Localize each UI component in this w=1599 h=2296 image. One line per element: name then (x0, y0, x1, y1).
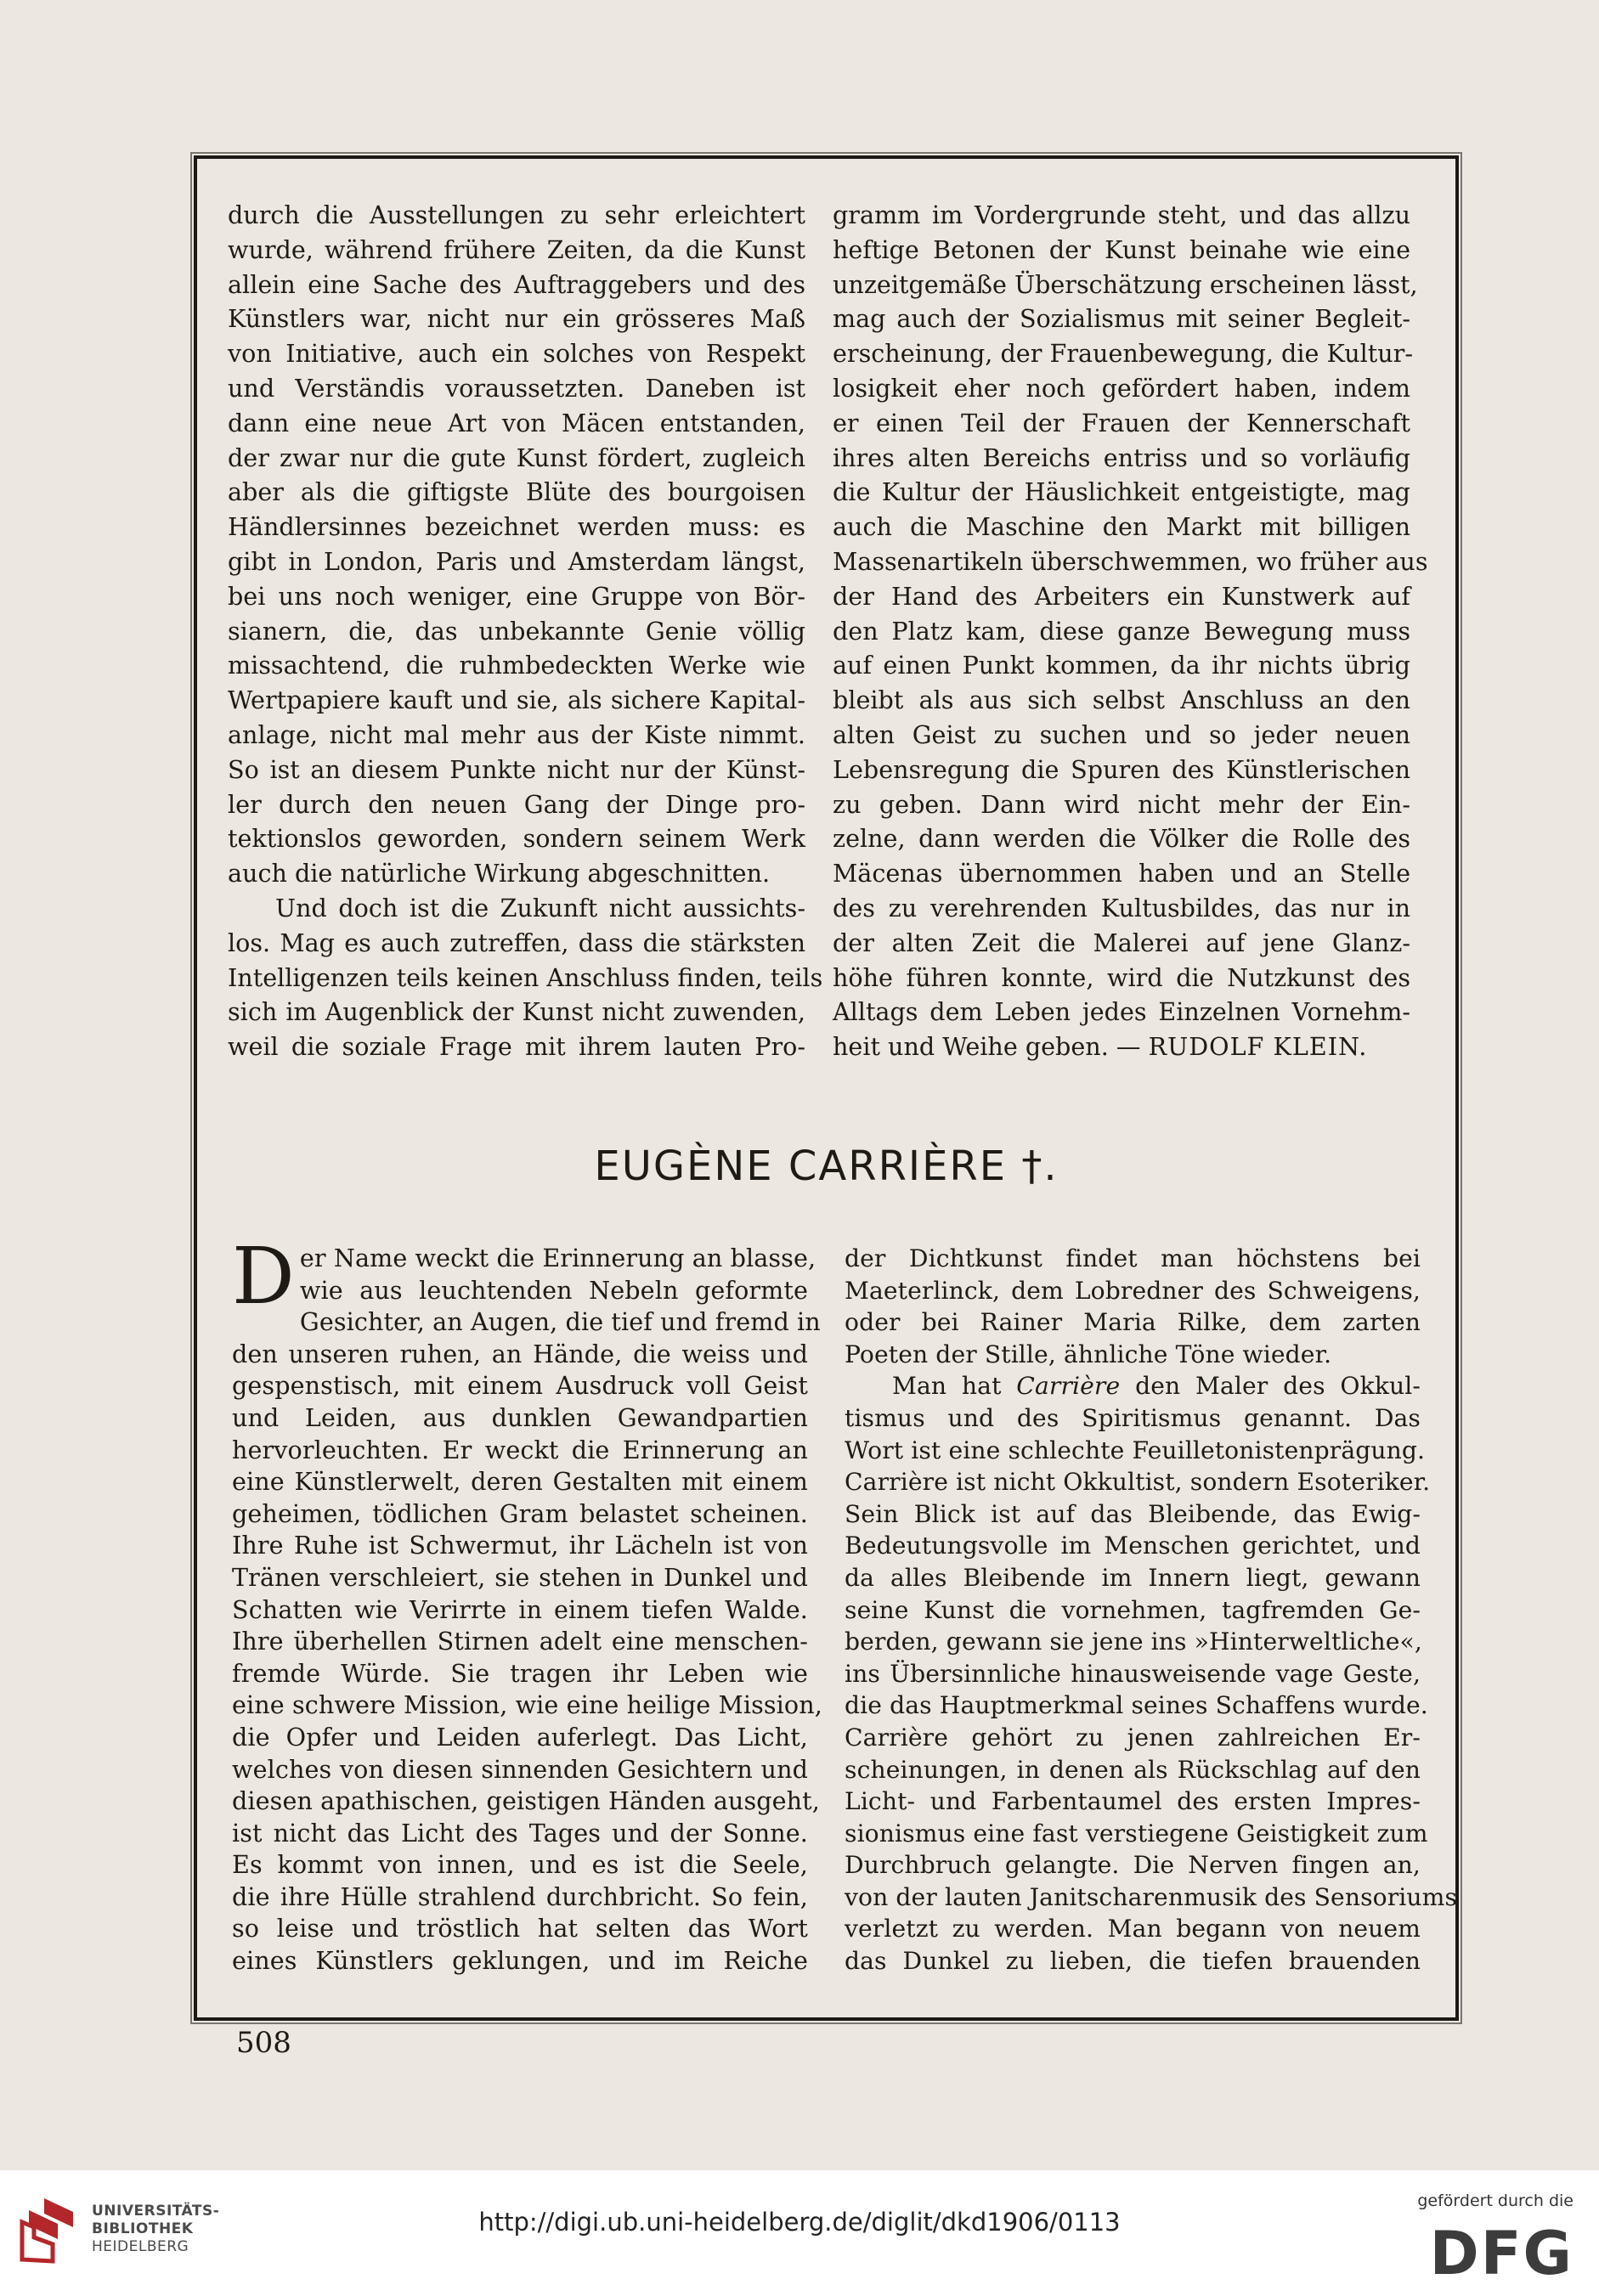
article-heading: EUGÈNE CARRIÈRE †. (594, 1142, 1059, 1190)
text-line: und Verständis voraussetzten. Daneben ist (228, 373, 805, 403)
text-line: heftige Betonen der Kunst beinahe wie eine (833, 234, 1410, 264)
text-line: Sein Blick ist auf das Bleibende, das Ewig- (845, 1499, 1421, 1528)
text-line: Ihre Ruhe ist Schwermut, ihr Lächeln ist von (232, 1531, 808, 1560)
text-line: gibt in London, Paris und Amsterdam längst, (228, 546, 805, 576)
text-line: Gesichter, an Augen, die tief und fremd in (299, 1307, 821, 1337)
text-line: höhe führen konnte, wird die Nutzkunst des (833, 962, 1410, 992)
text-line: hervorleuchten. Er weckt die Erinnerung an (232, 1435, 808, 1464)
text-line: er einen Teil der Frauen der Kennerschaft (833, 408, 1410, 437)
text-line: der zwar nur die gute Kunst fördert, zugleich (228, 443, 805, 472)
text-line: ins Übersinnliche hinausweisende vage Geste, (845, 1659, 1421, 1688)
artist-name: Carrière (1016, 1372, 1121, 1401)
text-line: anlage, nicht mal mehr aus der Kiste nimmt. (228, 719, 805, 749)
text-line (833, 1030, 1410, 1064)
text-line: alten Geist zu suchen und so jeder neuen (833, 719, 1410, 749)
text-line: sich im Augenblick der Kunst nicht zuwenden, (228, 997, 805, 1027)
text-line: Lebensregung die Spuren des Künstlerischen (833, 754, 1410, 784)
text-line: und Leiden, aus dunklen Gewandpartien (232, 1402, 808, 1432)
text-line: durch die Ausstellungen zu sehr erleichtert (228, 200, 805, 229)
text-line: losigkeit eher noch gefördert haben, indem (833, 373, 1410, 403)
text-line: Intelligenzen teils keinen Anschluss finden, teils (228, 962, 823, 992)
text-line: Durchbruch gelangte. Die Nerven fingen an, (845, 1851, 1421, 1880)
source-url[interactable]: http://digi.ub.uni-heidelberg.de/diglit/dkd1906/0113 (478, 2208, 1121, 2237)
funded-by-label: gefördert durch die (1417, 2192, 1574, 2210)
text-line: diesen apathischen, geistigen Händen ausgeht, (232, 1786, 820, 1816)
text-line: unzeitgemäße Überschätzung erscheinen lässt, (833, 269, 1418, 299)
text-line: sionismus eine fast verstiegene Geistigkeit zum (845, 1819, 1428, 1848)
text-line: bei uns noch weniger, eine Gruppe von Bör- (228, 581, 805, 611)
text-line: ist nicht das Licht des Tages und der Sonne. (232, 1818, 808, 1848)
text-line: der Dichtkunst findet man höchstens bei (845, 1244, 1421, 1272)
text-line: geheimen, tödlichen Gram belastet scheinen. (232, 1498, 808, 1528)
text-fragment: den Maler des Okkul- (1135, 1372, 1421, 1401)
text-line: die ihre Hülle strahlend durchbricht. So fein, (232, 1881, 808, 1911)
text-line: da alles Bleibende im Innern liegt, gewann (845, 1563, 1421, 1592)
text-line: scheinungen, in denen als Rückschlag auf den (845, 1755, 1421, 1784)
library-name-line: BIBLIOTHEK (92, 2220, 194, 2237)
text-line: oder bei Rainer Maria Rilke, dem zarten (845, 1308, 1421, 1337)
text-fragment: Man hat (892, 1372, 1002, 1401)
text-line: Es kommt von innen, und es ist die Seele, (232, 1850, 808, 1880)
text-line: die Kultur der Häuslichkeit entgeistigte, mag (833, 477, 1410, 507)
text-line: von Initiative, auch ein solches von Respekt (228, 339, 805, 369)
text-line: berden, gewann sie jene ins »Hinterweltliche«, (845, 1628, 1422, 1656)
article-column-3 (232, 1231, 822, 1977)
text-line: Und doch ist die Zukunft nicht aussichts- (275, 893, 805, 922)
text-line: Massenartikeln überschwemmen, wo früher aus (833, 546, 1428, 576)
text-line: Poeten der Stille, ähnliche Töne wieder. (845, 1340, 1332, 1368)
text-line: so leise und tröstlich hat selten das Wort (232, 1914, 808, 1943)
text-line: Bedeutungsvolle im Menschen gerichtet, und (845, 1532, 1421, 1560)
text-line: verletzt zu werden. Man begann von neuem (845, 1915, 1421, 1943)
text-line: fremde Würde. Sie tragen ihr Leben wie (232, 1658, 808, 1688)
text-line: Wort ist eine schlechte Feuilletonistenprägung. (845, 1436, 1426, 1464)
text-line: des zu verehrenden Kultusbildes, das nur in (833, 893, 1410, 922)
text-line: bleibt als aus sich selbst Anschluss an den (833, 685, 1410, 715)
text-line: gramm im Vordergrunde steht, und das allzu (833, 200, 1410, 229)
text-line: zelne, dann werden die Völker die Rolle des (833, 824, 1410, 854)
text-line: der alten Zeit die Malerei auf jene Glanz- (833, 928, 1410, 957)
text-line: wurde, während frühere Zeiten, da die Kunst (228, 234, 805, 264)
text-line: Alltags dem Leben jedes Einzelnen Vornehm- (833, 997, 1410, 1027)
text-line: eine schwere Mission, wie eine heilige Mission, (232, 1690, 822, 1720)
text-line: tektionslos geworden, sondern seinem Werk (228, 824, 805, 854)
text-line: Ihre überhellen Stirnen adelt eine menschen- (232, 1627, 808, 1656)
text-line: die das Hauptmerkmal seines Schaffens wurde. (845, 1691, 1428, 1720)
text-line: allein eine Sache des Auftraggebers und des (228, 269, 805, 299)
text-line: zu geben. Dann wird nicht mehr der Ein- (833, 789, 1410, 819)
text-line: der Hand des Arbeiters ein Kunstwerk auf (833, 581, 1410, 611)
text-line: welches von diesen sinnenden Gesichtern und (232, 1754, 808, 1784)
text-line: Mäcenas übernommen haben und an Stelle (833, 859, 1410, 889)
article-column-4 (845, 1243, 1458, 1977)
text-line: weil die soziale Frage mit ihrem lauten Pro- (228, 1032, 805, 1062)
text-line: eines Künstlers geklungen, und im Reiche (232, 1946, 808, 1976)
text-line: aber als die giftigste Blüte des bourgoisen (228, 477, 805, 507)
text-line: wie aus leuchtenden Nebeln geformte (299, 1275, 808, 1305)
text-line: erscheinung, der Frauenbewegung, die Kultur- (833, 339, 1414, 369)
text-line: So ist an diesem Punkte nicht nur der Künst- (228, 754, 805, 784)
text-line: Schatten wie Verirrte in einem tiefen Walde. (232, 1594, 808, 1624)
text-line: Carrière ist nicht Okkultist, sondern Esoteriker. (845, 1468, 1431, 1497)
library-name-line: HEIDELBERG (92, 2238, 189, 2255)
text-line: den unseren ruhen, an Hände, die weiss und (232, 1339, 808, 1368)
text-line: los. Mag es auch zutreffen, dass die stärksten (228, 928, 805, 957)
text-line: auch die Maschine den Markt mit billigen (833, 512, 1410, 542)
text-line: ihres alten Bereichs entriss und so vorläufig (833, 443, 1410, 472)
text-line: mag auch der Sozialismus mit seiner Begleit- (833, 304, 1410, 334)
text-line: Tränen verschleiert, sie stehen in Dunkel und (232, 1562, 808, 1592)
text-line: auf einen Punkt kommen, da ihr nichts übrig (833, 651, 1410, 680)
text-line: er Name weckt die Erinnerung an blasse, (299, 1244, 816, 1272)
text-line: tismus und des Spiritismus genannt. Das (845, 1403, 1421, 1432)
text-line: dann eine neue Art von Mäcen entstanden, (228, 408, 805, 437)
text-fragment: heit und Weihe geben. — (833, 1032, 1141, 1062)
text-line: Wertpapiere kauft und sie, als sichere Kapital- (228, 685, 805, 715)
text-line: missachtend, die ruhmbedeckten Werke wie (228, 651, 805, 680)
text-line: Licht- und Farbentaumel des ersten Impres- (845, 1787, 1421, 1816)
text-line: Künstlers war, nicht nur ein grösseres Maß (228, 304, 805, 334)
text-line: eine Künstlerwelt, deren Gestalten mit einem (232, 1467, 808, 1497)
text-line: die Opfer und Leiden auferlegt. Das Licht, (232, 1722, 808, 1752)
text-line: Carrière gehört zu jenen zahlreichen Er- (845, 1723, 1421, 1752)
text-line: den Platz kam, diese ganze Bewegung muss (833, 616, 1410, 646)
text-line: Händlersinnes bezeichnet werden muss: es (228, 512, 805, 542)
text-line: gespenstisch, mit einem Ausdruck voll Geist (232, 1371, 808, 1401)
article-column-2 (833, 198, 1428, 1064)
article-column-1 (228, 198, 823, 1064)
text-line: ler durch den neuen Gang der Dinge pro- (228, 789, 805, 819)
page-number: 508 (236, 2026, 291, 2060)
library-name-line: UNIVERSITÄTS- (92, 2203, 220, 2220)
drop-cap: D (232, 1231, 295, 1322)
text-line: von der lauten Janitscharenmusik des Sensoriums (845, 1882, 1458, 1911)
author-signature: RUDOLF KLEIN. (1148, 1032, 1368, 1062)
text-line: Maeterlinck, dem Lobredner des Schweigens, (845, 1276, 1421, 1305)
text-line: seine Kunst die vornehmen, tagfremden Ge- (845, 1595, 1421, 1624)
dfg-logo: DFG (1429, 2219, 1574, 2288)
text-line: sianern, die, das unbekannte Genie völlig (228, 616, 805, 646)
text-line: auch die natürliche Wirkung abgeschnitten. (228, 859, 771, 889)
text-line: das Dunkel zu lieben, die tiefen brauenden (845, 1947, 1421, 1976)
text-line (845, 1370, 1421, 1402)
